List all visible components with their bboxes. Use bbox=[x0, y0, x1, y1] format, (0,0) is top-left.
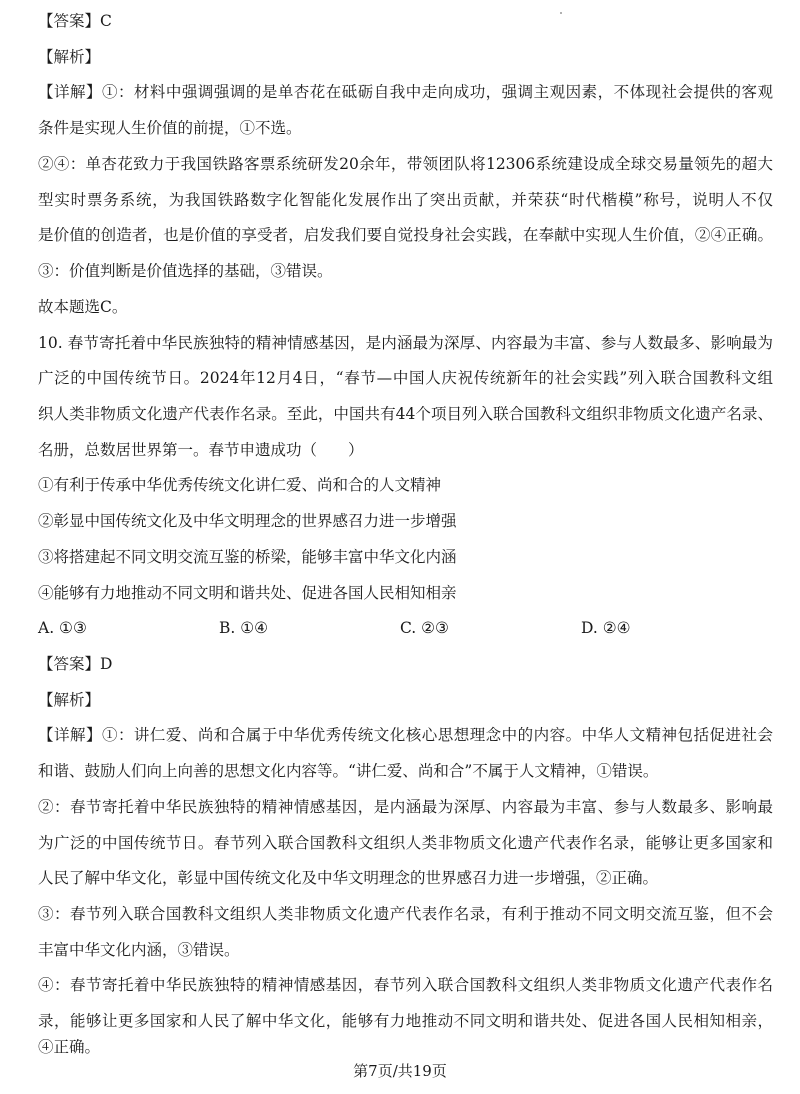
option-b: B. ①④ bbox=[219, 619, 269, 637]
q9-detail-line: 型实时票务系统，为我国铁路数字化智能化发展作出了突出贡献，并荣获“时代楷模”称号，说明人不仅 bbox=[38, 191, 773, 209]
q10-options bbox=[38, 617, 773, 639]
q10-detail-line: 【详解】①：讲仁爱、尚和合属于中华优秀传统文化核心思想理念中的内容。中华人文精神包括促进社会 bbox=[38, 726, 773, 744]
q10-analysis-label: 【解析】 bbox=[38, 691, 101, 709]
q9-detail-line: ②④：单杏花致力于我国铁路客票系统研发20余年，带领团队将12306系统建设成全球交易量领先的超大 bbox=[38, 155, 773, 173]
q10-detail-line: 和谐、鼓励人们向上向善的思想文化内容等。“讲仁爱、尚和合”不属于人文精神，①错误。 bbox=[38, 762, 659, 780]
q9-conclusion: 故本题选C。 bbox=[38, 298, 128, 316]
q10-stem-line: 织人类非物质文化遗产代表作名录。至此，中国共有44个项目列入联合国教科文组织非物质文化遗产名录、 bbox=[38, 405, 773, 423]
option-c: C. ②③ bbox=[400, 619, 449, 637]
q10-stem-line: 10. 春节寄托着中华民族独特的精神情感基因，是内涵最为深厚、内容最为丰富、参与人数最多、影响最为 bbox=[38, 334, 773, 352]
q10-statement: ④能够有力地推动不同文明和谐共处、促进各国人民相知相亲 bbox=[38, 584, 457, 602]
option-a: A. ①③ bbox=[38, 619, 87, 637]
option-d: D. ②④ bbox=[581, 619, 631, 637]
q10-detail-line: 为广泛的中国传统节日。春节列入联合国教科文组织人类非物质文化遗产代表作名录，能够让更多国家和 bbox=[38, 834, 773, 852]
q9-detail-line: 条件是实现人生价值的前提，①不选。 bbox=[38, 119, 302, 137]
q9-detail-line: 是价值的创造者，也是价值的享受者，启发我们要自觉投身社会实践，在奉献中实现人生价值，②④正确。 bbox=[38, 226, 773, 244]
q10-detail-line: ②：春节寄托着中华民族独特的精神情感基因，是内涵最为深厚、内容最为丰富、参与人数最多、影响最 bbox=[38, 798, 773, 816]
q10-detail-line: ④正确。 bbox=[38, 1038, 101, 1056]
q10-stem-line: 广泛的中国传统节日。2024年12月4日，“春节—中国人庆祝传统新年的社会实践”列入联合国教科文组 bbox=[38, 369, 773, 387]
q10-detail-line: ④：春节寄托着中华民族独特的精神情感基因，春节列入联合国教科文组织人类非物质文化遗产代表作名 bbox=[38, 976, 773, 994]
q10-statement: ③将搭建起不同文明交流互鉴的桥梁，能够丰富中华文化内涵 bbox=[38, 548, 457, 566]
q9-detail-line: ③：价值判断是价值选择的基础，③错误。 bbox=[38, 262, 333, 280]
q10-detail-line: 人民了解中华文化，彰显中国传统文化及中华文明理念的世界感召力进一步增强，②正确。 bbox=[38, 869, 659, 887]
q10-statement: ①有利于传承中华优秀传统文化讲仁爱、尚和合的人文精神 bbox=[38, 476, 442, 494]
page-number: 第7页/共19页 bbox=[353, 1062, 447, 1080]
q10-detail-line: 录，能够让更多国家和人民了解中华文化，能够有力地推动不同文明和谐共处、促进各国人民相知相亲， bbox=[38, 1012, 773, 1030]
q10-statement: ②彰显中国传统文化及中华文明理念的世界感召力进一步增强 bbox=[38, 512, 457, 530]
q9-detail-line: 【详解】①：材料中强调强调的是单杏花在砥砺自我中走向成功，强调主观因素，不体现社会提供的客观 bbox=[38, 83, 773, 101]
q10-detail-line: 丰富中华文化内涵，③错误。 bbox=[38, 941, 240, 959]
q10-detail-line: ③：春节列入联合国教科文组织人类非物质文化遗产代表作名录，有利于推动不同文明交流互鉴，但不会 bbox=[38, 905, 773, 923]
q10-stem-line: 名册，总数居世界第一。春节申遗成功（ ） bbox=[38, 441, 364, 459]
q10-answer: 【答案】D bbox=[38, 655, 113, 673]
q9-answer: 【答案】C bbox=[38, 12, 112, 30]
q9-analysis-label: 【解析】 bbox=[38, 48, 101, 66]
